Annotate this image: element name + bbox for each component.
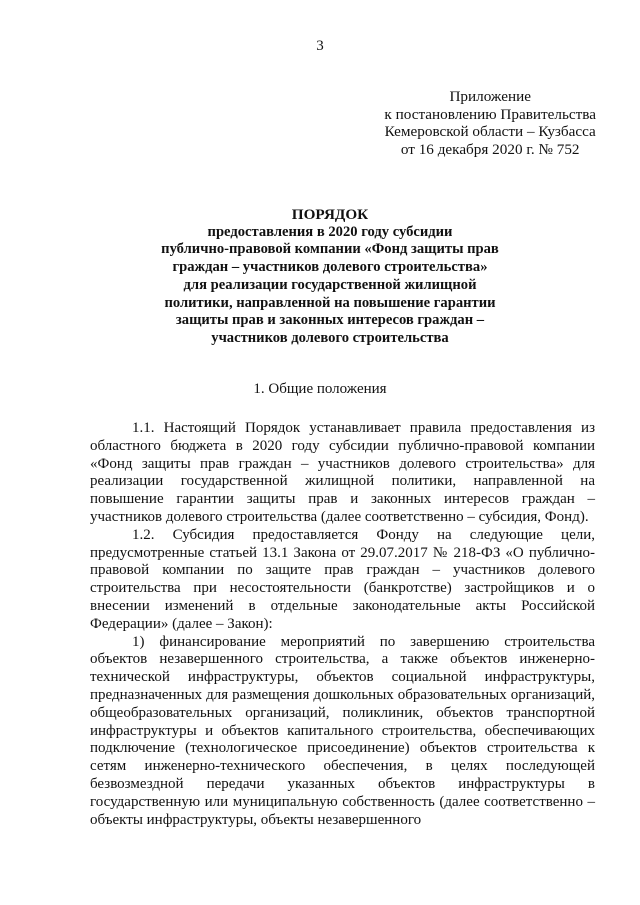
title-line: граждан – участников долевого строительства» [172,259,488,276]
title-line: для реализации государственной жилищной [183,276,477,293]
page-number: 3 [316,38,324,54]
title-line: политики, направленной на повышение гарантии [164,294,496,311]
appendix-block [384,88,596,158]
title-line: публично-правовой компании «Фонд защиты прав [161,241,499,258]
title-line: участников долевого строительства [211,329,449,346]
title-heading: ПОРЯДОК [291,206,369,223]
paragraph-1-2: 1.2. Субсидия предоставляется Фонду на следующие цели, предусмотренные статьей 13.1 Закона от 29.07.2017 № 218-ФЗ «О публично-правовой компании по защите прав граждан – участников долевого строительства при несостоятельности (банкротстве) застройщиков и о внесении изменений в отдельные законодательные акты Российской Федерации» (далее – Закон): [90,526,595,632]
section-heading: 1. Общие положения [253,381,387,397]
paragraph-1-1: 1.1. Настоящий Порядок устанавливает правила предоставления из областного бюджета в 2020 году субсидии публично-правовой компании «Фонд защиты прав граждан – участников долевого строительства» для реализации государственной жилищной политики, направленной на повышение гарантии защиты прав и законных интересов граждан – участников долевого строительства (далее соответственно – субсидия, Фонд). [90,420,595,525]
document-body [90,420,595,829]
appendix-line: Приложение [449,88,531,105]
title-line: предоставления в 2020 году субсидии [207,223,453,240]
appendix-line: к постановлению Правительства [384,105,596,123]
appendix-line: Кемеровской области – Кузбасса [384,123,596,141]
title-line: защиты прав и законных интересов граждан – [175,312,485,329]
document-title [70,206,590,348]
paragraph-item-1: 1) финансирование мероприятий по завершению строительства объектов незавершенного строительства, а также объектов инженерно-технической инфраструктуры, объектов социальной инфраструктуры, предназначенных для размещения дошкольных образовательных организаций, общеобразовательных организаций, поликлиник, объектов транспортной инфраструктуры и объектов капитального строительства, обеспечивающих подключение (технологическое присоединение) объектов строительства к сетям инженерно-технического обеспечения, в целях последующей безвозмездной передачи указанных объектов инфраструктуры в государственную или муниципальную собственность (далее соответственно – объекты инфраструктуры, объекты незавершенного [90,633,595,828]
appendix-line: от 16 декабря 2020 г. № 752 [400,140,580,158]
